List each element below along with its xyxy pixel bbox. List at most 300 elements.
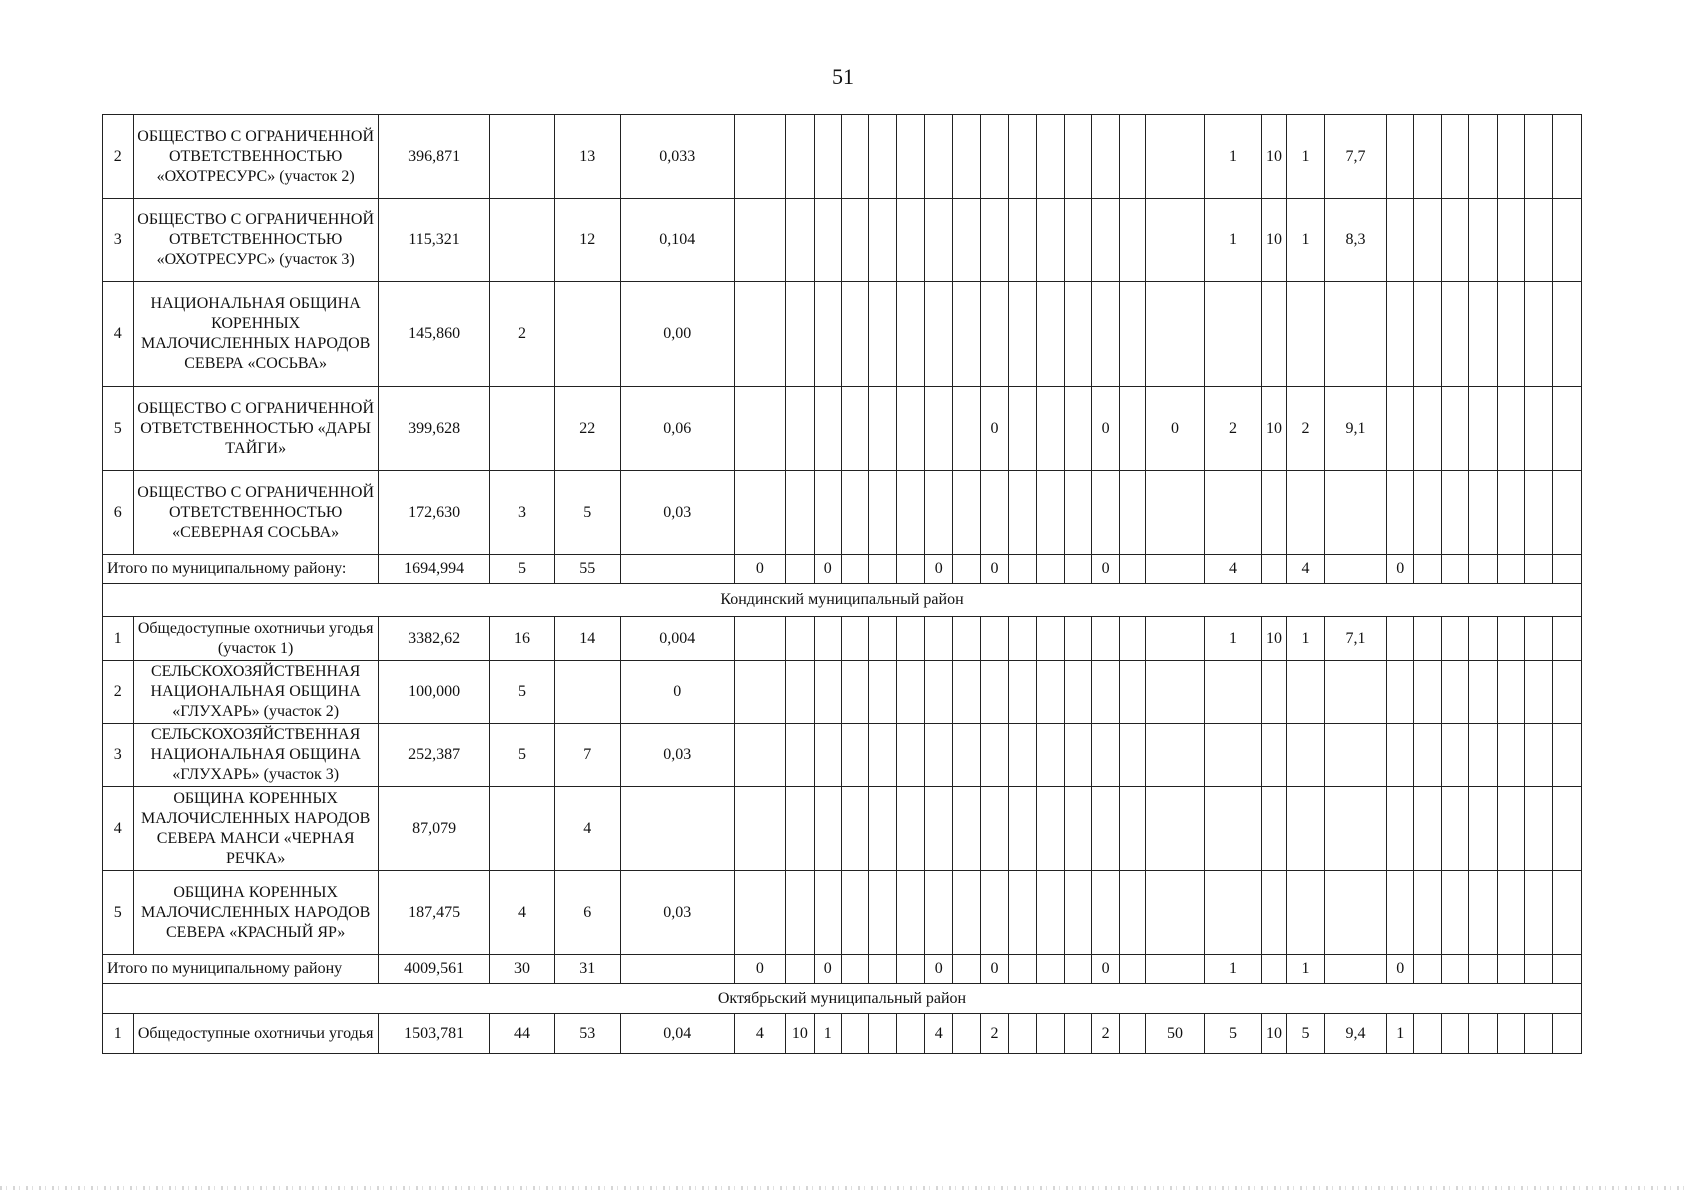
value-cell (869, 871, 896, 955)
value-cell (896, 199, 924, 282)
value-cell (869, 199, 896, 282)
value-cell: 0,06 (620, 387, 734, 471)
value-cell (1287, 787, 1325, 871)
value-cell (1092, 282, 1119, 387)
value-cell (554, 661, 620, 724)
row-number: 4 (103, 787, 134, 871)
value-cell (1441, 555, 1468, 584)
value-cell (869, 617, 896, 661)
value-cell (953, 555, 980, 584)
value-cell (1205, 724, 1262, 787)
row-number: 3 (103, 724, 134, 787)
value-cell (786, 199, 814, 282)
value-cell: 145,860 (378, 282, 490, 387)
value-cell: 0 (980, 555, 1008, 584)
value-cell: 0,04 (620, 1014, 734, 1054)
value-cell (1146, 871, 1205, 955)
value-cell: 4 (554, 787, 620, 871)
value-cell (896, 1014, 924, 1054)
value-cell (1553, 282, 1582, 387)
value-cell (1205, 787, 1262, 871)
value-cell (1036, 724, 1064, 787)
value-cell (1441, 199, 1468, 282)
value-cell (1387, 115, 1414, 199)
value-cell (841, 724, 868, 787)
value-cell (1387, 199, 1414, 282)
value-cell (896, 387, 924, 471)
value-cell: 0,03 (620, 471, 734, 555)
value-cell (1414, 115, 1441, 199)
value-cell (841, 787, 868, 871)
value-cell (1387, 282, 1414, 387)
value-cell (1261, 724, 1286, 787)
value-cell: 3382,62 (378, 617, 490, 661)
value-cell (1065, 1014, 1092, 1054)
value-cell (1119, 724, 1145, 787)
section-title: Октябрьский муниципальный район (103, 984, 1582, 1014)
value-cell (814, 115, 841, 199)
value-cell (841, 199, 868, 282)
value-cell (869, 471, 896, 555)
value-cell (786, 387, 814, 471)
value-cell (786, 471, 814, 555)
value-cell (786, 661, 814, 724)
value-cell (1092, 724, 1119, 787)
value-cell (1146, 115, 1205, 199)
value-cell: 1 (1287, 955, 1325, 984)
value-cell (1036, 1014, 1064, 1054)
value-cell (896, 661, 924, 724)
value-cell (1497, 871, 1524, 955)
value-cell (841, 282, 868, 387)
value-cell (814, 282, 841, 387)
entity-name: ОБЩЕСТВО С ОГРАНИЧЕННОЙ ОТВЕТСТВЕННОСТЬЮ «ДАРЫ ТАЙГИ» (133, 387, 378, 471)
value-cell (1325, 282, 1387, 387)
value-cell (869, 661, 896, 724)
value-cell (734, 471, 786, 555)
value-cell (786, 724, 814, 787)
value-cell (1261, 661, 1286, 724)
value-cell: 0 (925, 955, 953, 984)
value-cell (554, 282, 620, 387)
value-cell (1036, 115, 1064, 199)
value-cell (1009, 282, 1036, 387)
value-cell (786, 555, 814, 584)
value-cell (1387, 661, 1414, 724)
value-cell: 2 (490, 282, 554, 387)
value-cell (1065, 115, 1092, 199)
value-cell (1414, 871, 1441, 955)
value-cell (1146, 955, 1205, 984)
value-cell (925, 617, 953, 661)
entity-name: ОБЩИНА КОРЕННЫХ МАЛОЧИСЛЕННЫХ НАРОДОВ СЕВЕРА «КРАСНЫЙ ЯР» (133, 871, 378, 955)
value-cell (1036, 617, 1064, 661)
value-cell (1036, 282, 1064, 387)
value-cell (1553, 871, 1582, 955)
value-cell (1524, 724, 1552, 787)
value-cell (1414, 661, 1441, 724)
value-cell: 7,7 (1325, 115, 1387, 199)
value-cell: 0 (980, 955, 1008, 984)
value-cell (1469, 787, 1497, 871)
row-number: 5 (103, 387, 134, 471)
value-cell (896, 787, 924, 871)
value-cell (953, 115, 980, 199)
value-cell: 2 (1287, 387, 1325, 471)
value-cell (1009, 387, 1036, 471)
value-cell (841, 617, 868, 661)
entity-name: СЕЛЬСКОХОЗЯЙСТВЕННАЯ НАЦИОНАЛЬНАЯ ОБЩИНА «ГЛУХАРЬ» (участок 3) (133, 724, 378, 787)
value-cell: 0,104 (620, 199, 734, 282)
table-row (103, 1014, 1582, 1054)
value-cell (925, 871, 953, 955)
value-cell (1414, 955, 1441, 984)
value-cell: 5 (490, 555, 554, 584)
value-cell: 30 (490, 955, 554, 984)
value-cell: 0 (1146, 387, 1205, 471)
value-cell (1469, 871, 1497, 955)
value-cell: 5 (554, 471, 620, 555)
value-cell (1146, 617, 1205, 661)
value-cell (814, 387, 841, 471)
value-cell (1524, 871, 1552, 955)
value-cell (896, 471, 924, 555)
value-cell (1524, 955, 1552, 984)
value-cell (1065, 555, 1092, 584)
value-cell (1036, 471, 1064, 555)
value-cell (1119, 387, 1145, 471)
value-cell (925, 387, 953, 471)
value-cell: 0 (1387, 955, 1414, 984)
value-cell (1441, 471, 1468, 555)
value-cell (1553, 387, 1582, 471)
value-cell: 2 (980, 1014, 1008, 1054)
value-cell (734, 724, 786, 787)
value-cell (953, 471, 980, 555)
value-cell (1092, 115, 1119, 199)
value-cell (1469, 387, 1497, 471)
value-cell: 7 (554, 724, 620, 787)
value-cell (869, 1014, 896, 1054)
value-cell: 0 (1092, 387, 1119, 471)
value-cell (980, 661, 1008, 724)
value-cell (1009, 871, 1036, 955)
value-cell: 16 (490, 617, 554, 661)
value-cell (869, 555, 896, 584)
value-cell (1065, 955, 1092, 984)
value-cell (1414, 555, 1441, 584)
value-cell (1092, 199, 1119, 282)
value-cell (1119, 661, 1145, 724)
value-cell (1325, 787, 1387, 871)
value-cell (1146, 555, 1205, 584)
value-cell: 6 (554, 871, 620, 955)
row-number: 2 (103, 115, 134, 199)
value-cell (1497, 471, 1524, 555)
value-cell (1414, 282, 1441, 387)
value-cell (1325, 724, 1387, 787)
value-cell (980, 115, 1008, 199)
value-cell: 10 (786, 1014, 814, 1054)
value-cell (1119, 787, 1145, 871)
total-label: Итого по муниципальному району (103, 955, 379, 984)
value-cell (1009, 617, 1036, 661)
value-cell (786, 617, 814, 661)
value-cell (1469, 617, 1497, 661)
value-cell: 0 (814, 555, 841, 584)
value-cell (1119, 871, 1145, 955)
value-cell (1119, 282, 1145, 387)
row-number: 4 (103, 282, 134, 387)
table-row (103, 787, 1582, 871)
value-cell (1441, 871, 1468, 955)
entity-name: СЕЛЬСКОХОЗЯЙСТВЕННАЯ НАЦИОНАЛЬНАЯ ОБЩИНА «ГЛУХАРЬ» (участок 2) (133, 661, 378, 724)
value-cell (814, 724, 841, 787)
value-cell: 0,00 (620, 282, 734, 387)
value-cell (1497, 787, 1524, 871)
value-cell (1287, 724, 1325, 787)
value-cell (814, 199, 841, 282)
table-row (103, 199, 1582, 282)
table-row (103, 115, 1582, 199)
value-cell (1287, 871, 1325, 955)
value-cell: 0 (734, 555, 786, 584)
value-cell (734, 115, 786, 199)
value-cell (980, 787, 1008, 871)
value-cell (1387, 724, 1414, 787)
value-cell (1119, 1014, 1145, 1054)
value-cell (1414, 617, 1441, 661)
value-cell (1497, 617, 1524, 661)
value-cell (1205, 471, 1262, 555)
value-cell (1065, 787, 1092, 871)
value-cell (490, 199, 554, 282)
value-cell (1205, 661, 1262, 724)
value-cell (1036, 555, 1064, 584)
value-cell (1441, 661, 1468, 724)
value-cell: 0 (1092, 555, 1119, 584)
value-cell (1387, 871, 1414, 955)
value-cell (1009, 1014, 1036, 1054)
value-cell (980, 617, 1008, 661)
value-cell (1146, 471, 1205, 555)
value-cell (814, 617, 841, 661)
value-cell (1524, 199, 1552, 282)
value-cell (1009, 724, 1036, 787)
value-cell: 5 (490, 661, 554, 724)
value-cell: 10 (1261, 199, 1286, 282)
value-cell (1441, 955, 1468, 984)
value-cell (1469, 471, 1497, 555)
section-row (103, 584, 1582, 617)
value-cell (1441, 724, 1468, 787)
value-cell: 0 (734, 955, 786, 984)
value-cell (786, 871, 814, 955)
table-row (103, 661, 1582, 724)
value-cell: 50 (1146, 1014, 1205, 1054)
value-cell (1553, 115, 1582, 199)
value-cell (953, 387, 980, 471)
value-cell (869, 282, 896, 387)
value-cell: 1 (1205, 115, 1262, 199)
value-cell (1146, 199, 1205, 282)
value-cell (1469, 955, 1497, 984)
value-cell (1553, 955, 1582, 984)
value-cell (841, 387, 868, 471)
value-cell (925, 115, 953, 199)
table-row (103, 871, 1582, 955)
total-row (103, 555, 1582, 584)
value-cell (1469, 661, 1497, 724)
entity-name: Общедоступные охотничьи угодья (133, 1014, 378, 1054)
value-cell (1009, 471, 1036, 555)
entity-name: Общедоступные охотничьи угодья (участок 1) (133, 617, 378, 661)
value-cell (1036, 661, 1064, 724)
value-cell: 44 (490, 1014, 554, 1054)
value-cell (1325, 871, 1387, 955)
value-cell (1497, 955, 1524, 984)
value-cell (734, 387, 786, 471)
value-cell (1414, 387, 1441, 471)
value-cell (620, 787, 734, 871)
value-cell (980, 282, 1008, 387)
value-cell: 12 (554, 199, 620, 282)
value-cell (1497, 282, 1524, 387)
value-cell (925, 282, 953, 387)
value-cell (1036, 955, 1064, 984)
value-cell: 2 (1205, 387, 1262, 471)
value-cell (1119, 471, 1145, 555)
value-cell (1553, 724, 1582, 787)
value-cell: 0,004 (620, 617, 734, 661)
value-cell (1387, 787, 1414, 871)
value-cell (814, 661, 841, 724)
value-cell (925, 724, 953, 787)
value-cell (814, 787, 841, 871)
row-number: 3 (103, 199, 134, 282)
value-cell (1524, 1014, 1552, 1054)
value-cell: 4 (1287, 555, 1325, 584)
value-cell (1119, 555, 1145, 584)
value-cell (1524, 661, 1552, 724)
value-cell (1524, 282, 1552, 387)
value-cell (1146, 661, 1205, 724)
value-cell (1009, 199, 1036, 282)
value-cell (734, 199, 786, 282)
row-number: 5 (103, 871, 134, 955)
value-cell: 0 (1092, 955, 1119, 984)
value-cell (953, 955, 980, 984)
value-cell (1119, 617, 1145, 661)
value-cell (953, 1014, 980, 1054)
value-cell: 252,387 (378, 724, 490, 787)
value-cell: 187,475 (378, 871, 490, 955)
value-cell (980, 871, 1008, 955)
value-cell: 0 (620, 661, 734, 724)
value-cell: 396,871 (378, 115, 490, 199)
row-number: 6 (103, 471, 134, 555)
value-cell (1524, 115, 1552, 199)
value-cell (620, 955, 734, 984)
value-cell (1261, 787, 1286, 871)
value-cell: 53 (554, 1014, 620, 1054)
value-cell (734, 871, 786, 955)
value-cell: 1 (1205, 199, 1262, 282)
value-cell: 4 (925, 1014, 953, 1054)
value-cell (814, 871, 841, 955)
value-cell (1261, 471, 1286, 555)
value-cell (896, 617, 924, 661)
value-cell (1469, 282, 1497, 387)
value-cell (1065, 724, 1092, 787)
value-cell (1036, 787, 1064, 871)
value-cell: 1 (1205, 955, 1262, 984)
value-cell (1261, 955, 1286, 984)
value-cell (869, 787, 896, 871)
value-cell: 8,3 (1325, 199, 1387, 282)
value-cell (1524, 617, 1552, 661)
value-cell (1119, 199, 1145, 282)
value-cell (953, 617, 980, 661)
value-cell (1387, 617, 1414, 661)
value-cell (1009, 555, 1036, 584)
entity-name: ОБЩЕСТВО С ОГРАНИЧЕННОЙ ОТВЕТСТВЕННОСТЬЮ «ОХОТРЕСУРС» (участок 3) (133, 199, 378, 282)
value-cell (1553, 199, 1582, 282)
page-number: 51 (832, 64, 854, 89)
value-cell (925, 471, 953, 555)
value-cell (869, 955, 896, 984)
value-cell: 1 (1287, 115, 1325, 199)
value-cell (953, 282, 980, 387)
total-label: Итого по муниципальному району: (103, 555, 379, 584)
value-cell (1441, 617, 1468, 661)
value-cell (1469, 199, 1497, 282)
value-cell: 10 (1261, 115, 1286, 199)
value-cell (1553, 555, 1582, 584)
value-cell (734, 787, 786, 871)
value-cell: 10 (1261, 1014, 1286, 1054)
value-cell (925, 661, 953, 724)
value-cell (1414, 787, 1441, 871)
value-cell: 9,1 (1325, 387, 1387, 471)
value-cell (925, 199, 953, 282)
value-cell: 10 (1261, 617, 1286, 661)
value-cell (1287, 661, 1325, 724)
value-cell (1092, 471, 1119, 555)
value-cell (1414, 199, 1441, 282)
value-cell (1469, 555, 1497, 584)
value-cell (1524, 387, 1552, 471)
value-cell: 1 (1287, 617, 1325, 661)
value-cell (1325, 955, 1387, 984)
table-row (103, 724, 1582, 787)
value-cell (1441, 1014, 1468, 1054)
value-cell: 1503,781 (378, 1014, 490, 1054)
value-cell (490, 115, 554, 199)
value-cell (1325, 555, 1387, 584)
value-cell: 9,4 (1325, 1014, 1387, 1054)
value-cell (1261, 871, 1286, 955)
value-cell (786, 282, 814, 387)
value-cell (1524, 787, 1552, 871)
value-cell: 1 (1287, 199, 1325, 282)
value-cell: 22 (554, 387, 620, 471)
value-cell (1205, 871, 1262, 955)
value-cell (1065, 661, 1092, 724)
value-cell (953, 199, 980, 282)
value-cell (896, 115, 924, 199)
value-cell (1441, 115, 1468, 199)
